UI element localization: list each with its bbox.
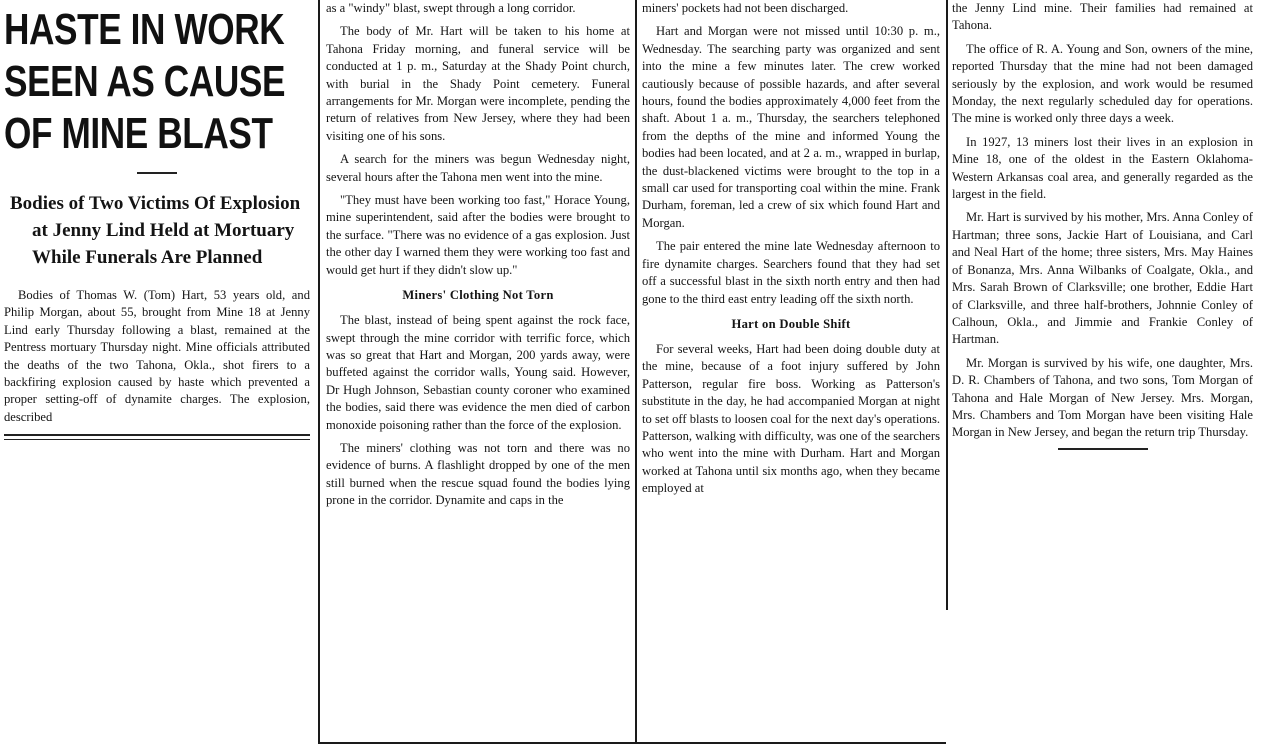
paragraph: miners' pockets had not been discharged. <box>642 1 849 15</box>
paragraph: In 1927, 13 miners lost their lives in an explosion in Mine 18, one of the oldest in the Eastern Oklahoma-Western Arkansas coal area, and generally regarded as the largest in the field. <box>952 134 1253 202</box>
section-subhead: Miners' Clothing Not Torn <box>402 288 554 303</box>
paragraph: For several weeks, Hart had been doing double duty at the mine, because of a foot injury suffered by John Patterson, regular fire boss. Working as Patterson's substitute in the day, he had accompanied Morgan at night to set off blasts to loosen coal for the next day's operations. Patterson, walking with difficulty, was one of the searchers who went into the mine with Durham. Hart and Morgan worked at Tahona until six months ago, when they became employed at <box>642 341 940 496</box>
paragraph: The office of R. A. Young and Son, owners of the mine, reported Thursday that the mine had not been damaged seriously by the explosion, and work would be resumed Monday, the next regularly scheduled day for operations. The mine is worked only three days a week. <box>952 41 1253 126</box>
column-rule <box>635 0 637 742</box>
column-4 <box>950 0 1255 753</box>
divider <box>137 172 177 174</box>
paragraph: Mr. Hart is survived by his mother, Mrs. Anna Conley of Hartman; three sons, Jackie Hart of Louisiana, and Carl and Neal Hart of the home; three sisters, Mrs. May Haines of Bonanza, Mrs. Anna Wilbanks of Coalgate, Okla., and Mrs. Sarah Brown of Clarksville; one brother, Eddie Hart of Clarksville, and three half-brothers, Johnnie Conley of Calhoun, Okla., and Jimmie and Frankie Conley of Hartman. <box>952 210 1253 347</box>
headline: HASTE IN WORK SEEN AS CAUSE OF MINE BLAST <box>4 5 286 158</box>
paragraph: The blast, instead of being spent against the rock face, swept through the mine corridor with terrific force, which was so great that Hart and Morgan, 200 yards away, were buffeted against the corridor walls, Young said. However, Dr Hugh Johnson, Sebastian county coroner who examined the bodies, said there was evidence the men died of carbon monoxide poisoning rather than the force of the explosion. <box>326 313 630 432</box>
paragraph: Bodies of Thomas W. (Tom) Hart, 53 years old, and Philip Morgan, about 55, brought from Mine 18 at Jenny Lind early Thursday following a blast, remained at the Pentress mortuary Thursday night. Mine officials attributed the deaths of the two Tahona, Okla., shot firers to a backfiring explosion caused by haste which prevented a proper setting-off of dynamite charges. The explosion, described <box>4 288 310 424</box>
end-mark <box>1058 448 1148 450</box>
paragraph: A search for the miners was begun Wednesday night, several hours after the Tahona men went into the mine. <box>326 152 630 184</box>
divider <box>4 434 310 436</box>
column-rule <box>946 0 948 610</box>
paragraph: Mr. Morgan is survived by his wife, one daughter, Mrs. D. R. Chambers of Tahona, and two sons, Tom Morgan of Tahona and Hale Morgan of New Jersey. Mrs. Morgan, Mrs. Chambers and Tom Morgan have been visiting Hale Morgan in New Jersey, and began the return trip Thursday. <box>952 355 1253 440</box>
paragraph: The miners' clothing was not torn and there was no evidence of burns. A flashlight dropped by one of the men still burned when the rescue squad found the bodies lying prone in the corridor. Dynamite and caps in the <box>326 440 630 508</box>
column-1 <box>4 0 316 753</box>
section-subhead: Hart on Double Shift <box>731 316 851 331</box>
divider <box>4 439 310 440</box>
column-3 <box>638 0 944 753</box>
paragraph: as a "windy" blast, swept through a long corridor. <box>326 1 576 15</box>
paragraph: the Jenny Lind mine. Their families had remained at Tahona. <box>952 1 1253 33</box>
column-2 <box>322 0 634 753</box>
paragraph: The body of Mr. Hart will be taken to his home at Tahona Friday morning, and funeral service will be conducted at 1 p. m., Saturday at the Shady Point church, with burial in the Shady Point cemetery. Funeral arrangements for Mr. Morgan were incomplete, pending the return of relatives from New Jersey, where they had been visiting one of his sons. <box>326 24 630 143</box>
paragraph: The pair entered the mine late Wednesday afternoon to fire dynamite charges. Searchers found that they had set off a successful blast in the sixth north entry and then had gone to the third east entry leading off the sixth north. <box>642 239 940 306</box>
column-rule <box>318 0 320 742</box>
paragraph: Hart and Morgan were not missed until 10:30 p. m., Wednesday. The searching party was organized and sent into the mine a few minutes later. The crew worked cautiously because of possible hazards, and after several hours, found the bodies approximately 4,000 feet from the shaft. About 1 a. m., Thursday, the searchers telephoned from the depths of the mine and informed Young the bodies had been located, and at 2 a. m., wrapped in burlap, the dust-blackened victims were brought to the top in a small car used for transporting coal within the mine. Frank Durham, foreman, led a crew of six which found Hart and Morgan. <box>642 24 940 230</box>
deck-subheadline: Bodies of Two Victims Of Explosion at Jenny Lind Held at Mortuary While Funerals Are Planned <box>10 193 301 268</box>
paragraph: "They must have been working too fast," Horace Young, mine superintendent, said after the bodies were brought to the surface. "There was no evidence of a gas explosion. Just the other day I warned them they were working too fast and would get hurt if they didn't slow up." <box>326 193 630 277</box>
